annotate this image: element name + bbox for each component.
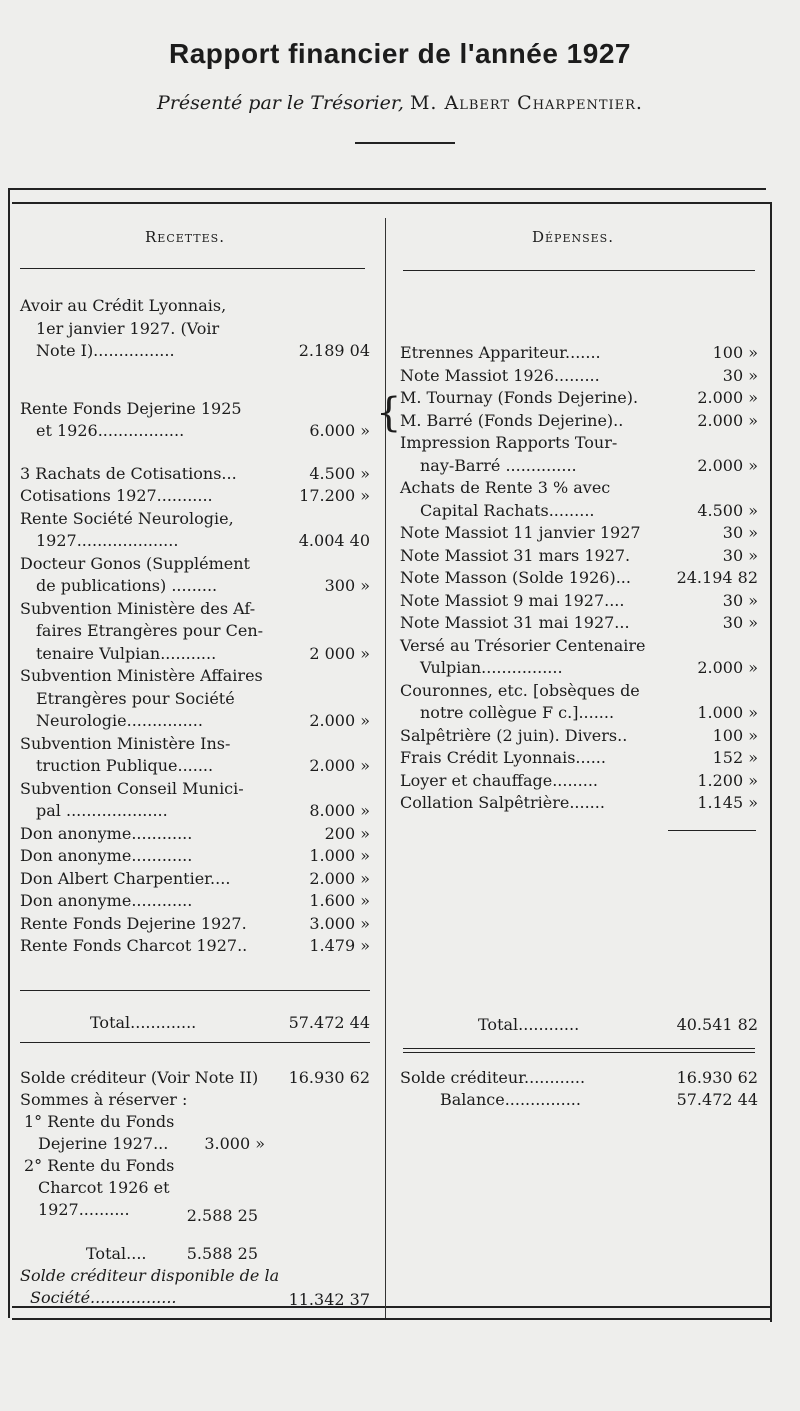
reserve-total-amount: 5.588 25	[186, 1244, 258, 1263]
depenses-item-line: Vulpian................	[420, 658, 563, 677]
depenses-item-amount: 2.000 »	[697, 455, 758, 475]
recettes-total-label: Total.............	[90, 1013, 197, 1032]
depenses-solde-label: Solde créditeur............	[400, 1068, 586, 1087]
depenses-heading-rule	[403, 270, 755, 271]
recettes-item-line: Subvention Ministère Affaires	[20, 666, 263, 685]
reserve-1-amount: 3.000 »	[204, 1134, 265, 1153]
depenses-item-line: Note Massiot 31 mars 1927.	[400, 545, 631, 565]
depenses-item-line: Note Massiot 11 janvier 1927	[400, 523, 641, 542]
recettes-heading: Recettes.	[145, 228, 225, 246]
recettes-item-line: Subvention Ministère Ins-	[20, 733, 231, 753]
recettes-item-amount: 3.000 »	[309, 913, 370, 933]
bracket-mark: {	[376, 390, 402, 436]
recettes-item-amount: 300 »	[324, 576, 370, 595]
depenses-item-line: nay-Barré ..............	[420, 455, 577, 475]
recettes-item-amount: 200 »	[324, 823, 370, 843]
column-divider	[385, 218, 386, 1318]
recettes-item-line: Neurologie...............	[36, 711, 203, 730]
recettes-heading-rule	[20, 268, 365, 269]
recettes-item-amount: 1.479 »	[309, 936, 370, 955]
depenses-item-line: notre collègue F c.].......	[420, 703, 615, 722]
reserve-1-detail: Dejerine 1927...	[38, 1134, 169, 1153]
title-divider	[355, 142, 455, 144]
depenses-item-amount: 1.145 »	[697, 793, 758, 812]
solde-disponible-amount: 11.342 37	[288, 1290, 370, 1309]
depenses-item-line: Note Massiot 1926.........	[400, 365, 600, 385]
sommes-reserver-label: Sommes à réserver :	[20, 1090, 188, 1109]
depenses-item-line: Couronnes, etc. [obsèques de	[400, 680, 640, 700]
depenses-item-line: Frais Crédit Lyonnais......	[400, 748, 606, 767]
depenses-item-line: Note Massiot 31 mai 1927...	[400, 613, 630, 632]
recettes-item-line: Don Albert Charpentier....	[20, 868, 231, 888]
depenses-item-amount: 1.000 »	[697, 703, 758, 722]
depenses-item-amount: 100 »	[712, 725, 758, 745]
recettes-item-amount: 2.000 »	[309, 756, 370, 775]
recettes-total-rule	[20, 990, 370, 991]
recettes-item-line: faires Etrangères pour Cen-	[36, 621, 264, 640]
depenses-item-line: Capital Rachats.........	[420, 500, 595, 520]
recettes-item-amount: 17.200 »	[299, 486, 370, 505]
recettes-item-amount: 4.500 »	[309, 463, 370, 483]
recettes-item-line: 1927....................	[36, 531, 179, 550]
depenses-item-amount: 24.194 82	[676, 568, 758, 587]
report-subtitle	[0, 92, 800, 114]
recettes-item-line: Docteur Gonos (Supplément	[20, 553, 250, 573]
recettes-item-amount: 4.004 40	[298, 531, 370, 550]
depenses-item-line: Collation Salpêtrière.......	[400, 793, 605, 812]
depenses-item-line: Salpêtrière (2 juin). Divers..	[400, 725, 628, 745]
recettes-item-line: pal ....................	[36, 801, 168, 820]
subtitle-presenter: Présenté par le Trésorier,	[157, 92, 404, 114]
depenses-sum-rule	[668, 830, 756, 831]
recettes-item-line: Subvention Ministère des Af-	[20, 598, 256, 618]
recettes-item-line: Etrangères pour Société	[36, 688, 235, 708]
balance-amount: 57.472 44	[676, 1090, 758, 1109]
depenses-item-line: Note Massiot 9 mai 1927....	[400, 590, 625, 610]
solde-crediteur-label: Solde créditeur (Voir Note II)	[20, 1068, 259, 1087]
recettes-item-amount: 2.000 »	[309, 868, 370, 888]
depenses-item-line: Note Masson (Solde 1926)...	[400, 568, 631, 587]
recettes-item-amount: 1.000 »	[309, 846, 370, 865]
recettes-item-line: Subvention Conseil Munici-	[20, 778, 244, 798]
depenses-total-rule-1	[403, 1048, 755, 1049]
recettes-item-line: Rente Fonds Dejerine 1925	[20, 398, 242, 418]
recettes-item-amount: 6.000 »	[309, 421, 370, 440]
reserve-total-label: Total....	[86, 1244, 147, 1263]
recettes-item-line: Rente Fonds Charcot 1927..	[20, 936, 248, 955]
depenses-item-amount: 1.200 »	[697, 770, 758, 790]
reserve-2-label: 2° Rente du Fonds	[24, 1156, 175, 1175]
recettes-item-line: 1er janvier 1927. (Voir	[36, 318, 220, 338]
depenses-item-amount: 30 »	[722, 590, 758, 610]
reserve-2-amount: 2.588 25	[186, 1206, 258, 1225]
depenses-item-amount: 2.000 »	[697, 388, 758, 407]
reserve-1-label: 1° Rente du Fonds	[24, 1112, 175, 1131]
depenses-item-amount: 2.000 »	[697, 658, 758, 677]
balance-label: Balance...............	[440, 1090, 581, 1109]
depenses-item-amount: 100 »	[712, 343, 758, 362]
depenses-item-amount: 30 »	[722, 613, 758, 632]
depenses-total-amount: 40.541 82	[676, 1015, 758, 1034]
recettes-item-line: Rente Fonds Dejerine 1927.	[20, 913, 247, 933]
recettes-item-line: tenaire Vulpian...........	[36, 643, 217, 663]
solde-crediteur-amount: 16.930 62	[288, 1068, 370, 1087]
solde-disponible-societe: Société.................	[30, 1288, 177, 1307]
recettes-item-line: et 1926.................	[36, 421, 185, 440]
recettes-item-line: truction Publique.......	[36, 756, 214, 775]
depenses-total-rule-2	[403, 1052, 755, 1053]
depenses-item-amount: 30 »	[722, 365, 758, 385]
depenses-item-line: Loyer et chauffage.........	[400, 770, 598, 790]
depenses-item-amount: 152 »	[712, 748, 758, 767]
reserve-2-years: 1927..........	[38, 1200, 130, 1219]
depenses-item-line: Versé au Trésorier Centenaire	[400, 635, 646, 655]
recettes-item-line: Note I)................	[36, 341, 175, 360]
recettes-item-line: 3 Rachats de Cotisations...	[20, 463, 237, 483]
recettes-total-rule-bottom	[20, 1042, 370, 1043]
recettes-item-amount: 2.189 04	[298, 341, 370, 360]
recettes-item-line: Don anonyme............	[20, 823, 193, 843]
recettes-item-amount: 1.600 »	[309, 891, 370, 910]
depenses-item-amount: 30 »	[722, 545, 758, 565]
depenses-item-amount: 30 »	[722, 523, 758, 542]
depenses-item-line: M. Tournay (Fonds Dejerine).	[400, 388, 639, 407]
recettes-item-line: Don anonyme............	[20, 846, 193, 865]
solde-disponible-label: Solde créditeur disponible de la	[20, 1266, 280, 1285]
recettes-total-amount: 57.472 44	[288, 1013, 370, 1032]
recettes-item-line: Cotisations 1927...........	[20, 486, 213, 505]
recettes-item-amount: 2 000 »	[309, 643, 370, 663]
recettes-item-line: de publications) .........	[36, 576, 218, 595]
recettes-item-line: Avoir au Crédit Lyonnais,	[20, 296, 227, 315]
reserve-2-detail: Charcot 1926 et	[38, 1178, 170, 1197]
recettes-item-line: Rente Société Neurologie,	[20, 508, 234, 528]
depenses-item-amount: 2.000 »	[697, 410, 758, 430]
subtitle-treasurer-name: M. Albert Charpentier.	[409, 92, 643, 114]
depenses-total-label: Total............	[478, 1015, 580, 1034]
depenses-item-amount: 4.500 »	[697, 500, 758, 520]
recettes-item-amount: 8.000 »	[309, 801, 370, 820]
recettes-item-line: Don anonyme............	[20, 891, 193, 910]
report-title: Rapport financier de l'année 1927	[169, 38, 631, 69]
depenses-item-line: M. Barré (Fonds Dejerine)..	[400, 410, 624, 430]
recettes-item-amount: 2.000 »	[309, 711, 370, 730]
depenses-heading: Dépenses.	[532, 228, 614, 246]
depenses-solde-amount: 16.930 62	[676, 1068, 758, 1087]
depenses-item-line: Etrennes Appariteur.......	[400, 343, 601, 362]
depenses-item-line: Achats de Rente 3 % avec	[400, 478, 611, 497]
depenses-item-line: Impression Rapports Tour-	[400, 433, 618, 452]
